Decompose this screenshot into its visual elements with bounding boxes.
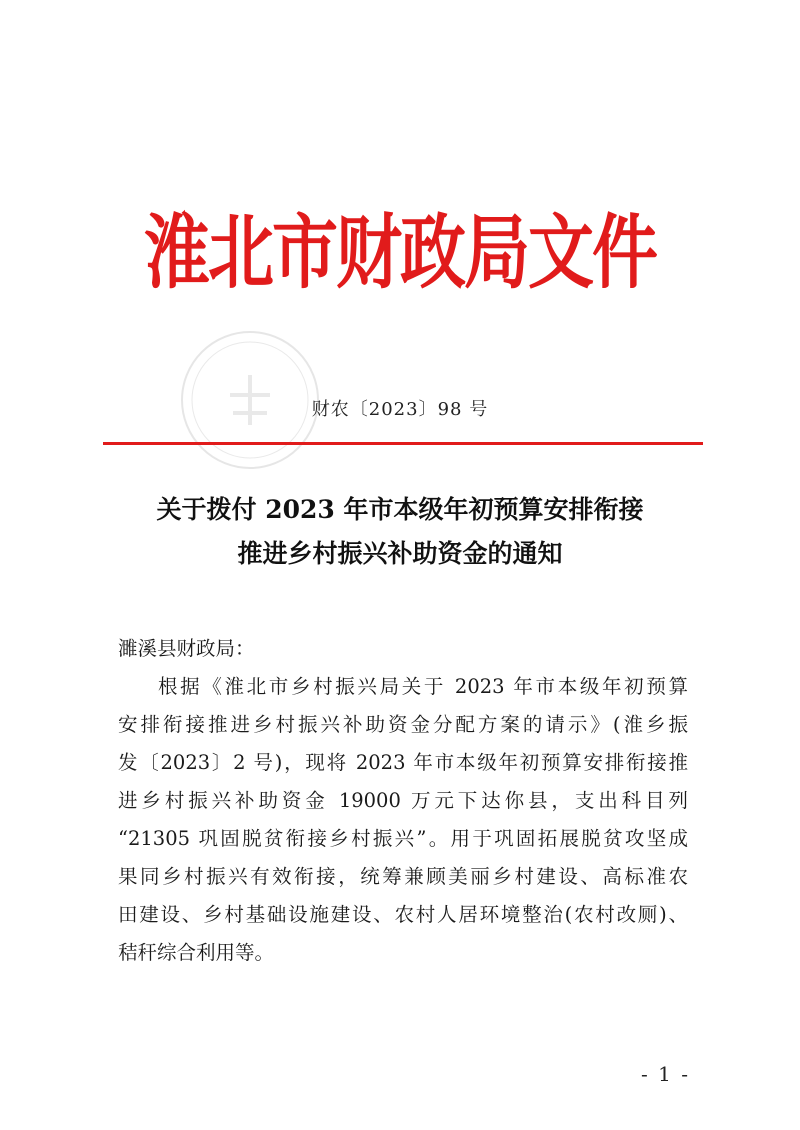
body-line-1: 根据《淮北市乡村振兴局关于 2023 年市本级年初预算 [158,675,688,698]
body-line-7: 田建设、乡村基础设施建设、农村人居环境整治(农村改厕)、 [118,903,688,926]
salutation: 濉溪县财政局： [118,637,255,660]
body-line-5: “21305 巩固脱贫衔接乡村振兴”。用于巩固拓展脱贫攻坚成 [118,827,688,850]
notice-title-line-2: 推进乡村振兴补助资金的通知 [237,539,563,568]
page-number: - 1 - [641,1062,690,1086]
notice-body [118,630,688,972]
issuing-authority-title: 淮北市财政局文件 [144,206,656,301]
body-line-2: 安排衔接推进乡村振兴补助资金分配方案的请示》(淮乡振 [118,713,688,736]
body-line-3: 发〔2023〕2 号)，现将 2023 年市本级年初预算安排衔接推 [118,751,688,774]
body-line-6: 果同乡村振兴有效衔接，统筹兼顾美丽乡村建设、高标准农 [118,865,688,888]
red-divider-line [103,442,703,445]
document-number: 财农〔2023〕98 号 [311,399,489,420]
notice-title [80,488,720,576]
notice-title-line-1: 关于拨付 2023 年市本级年初预算安排衔接 [156,495,644,524]
body-line-4: 进乡村振兴补助资金 19000 万元下达你县，支出科目列 [118,789,688,812]
body-line-8: 秸秆综合利用等。 [118,941,275,964]
